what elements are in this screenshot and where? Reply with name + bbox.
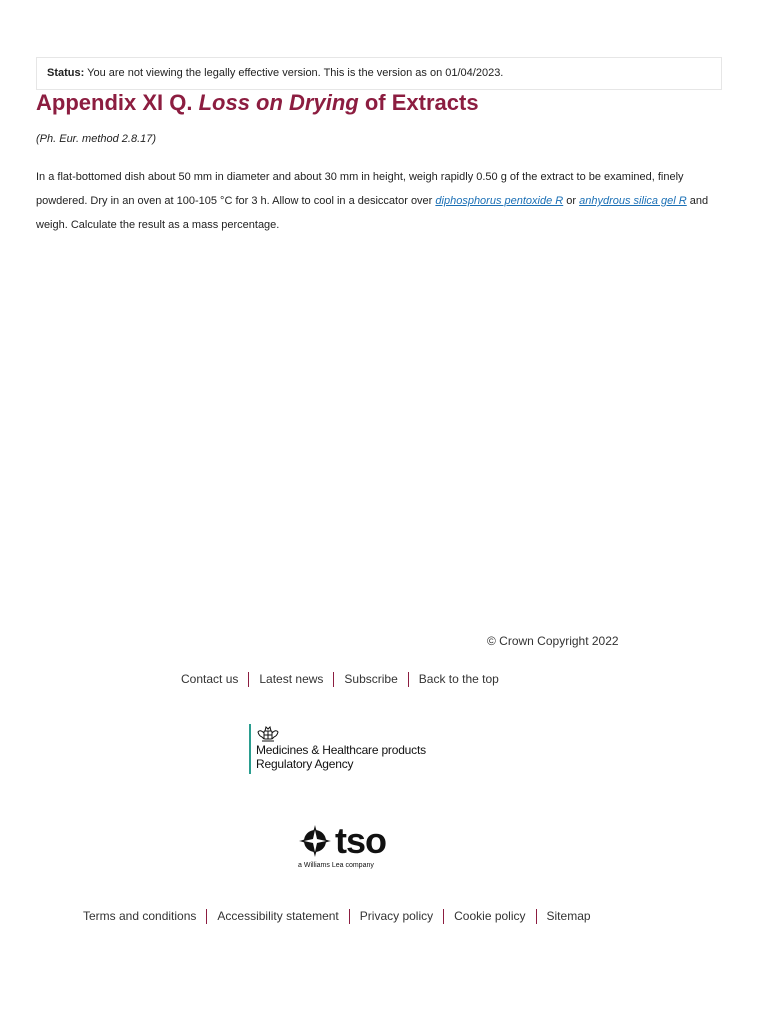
legal-nav bbox=[83, 907, 591, 925]
royal-crest-icon bbox=[256, 725, 280, 743]
title-italic: Loss on Drying bbox=[198, 90, 359, 115]
contact-us-link[interactable]: Contact us bbox=[181, 672, 239, 686]
title-suffix: of Extracts bbox=[364, 90, 479, 115]
cookie-link[interactable]: Cookie policy bbox=[454, 909, 526, 923]
body-text-2: or bbox=[563, 195, 580, 207]
subscribe-link[interactable]: Subscribe bbox=[344, 672, 398, 686]
tso-wordmark: tso bbox=[335, 820, 386, 861]
tso-star-icon bbox=[298, 824, 332, 858]
mhra-name-line-1: Medicines & Healthcare products bbox=[256, 743, 426, 757]
terms-link[interactable]: Terms and conditions bbox=[83, 909, 197, 923]
body-text-3: and weigh. Calculate the result as a mass percentage. bbox=[36, 195, 709, 231]
status-label: Status: bbox=[47, 67, 85, 79]
sitemap-link[interactable]: Sitemap bbox=[546, 909, 591, 923]
nav-separator bbox=[206, 909, 207, 924]
body-paragraph bbox=[36, 165, 736, 237]
accessibility-link[interactable]: Accessibility statement bbox=[217, 909, 339, 923]
tso-logo[interactable] bbox=[298, 820, 398, 870]
method-reference: (Ph. Eur. method 2.8.17) bbox=[36, 133, 157, 145]
footer-nav bbox=[181, 670, 499, 688]
mhra-name-line-2: Regulatory Agency bbox=[256, 757, 354, 771]
page-title bbox=[36, 88, 479, 118]
tso-tagline: a Williams Lea company bbox=[298, 862, 374, 869]
privacy-link[interactable]: Privacy policy bbox=[359, 909, 434, 923]
status-text: You are not viewing the legally effective version. This is the version as on 01/04/2023. bbox=[87, 67, 504, 79]
nav-separator bbox=[333, 672, 334, 687]
nav-separator bbox=[536, 909, 537, 924]
nav-separator bbox=[349, 909, 350, 924]
copyright-notice: © Crown Copyright 2022 bbox=[487, 634, 619, 648]
status-banner bbox=[36, 57, 722, 90]
nav-separator bbox=[408, 672, 409, 687]
latest-news-link[interactable]: Latest news bbox=[259, 672, 324, 686]
nav-separator bbox=[443, 909, 444, 924]
body-text-1: In a flat-bottomed dish about 50 mm in diameter and about 30 mm in height, weigh rapidly 0.50 g of the extract to be examined, finely powdered. Dry in an oven at 100-105 °C for 3 h. Allow to cool in a desiccator over bbox=[36, 171, 684, 207]
diphosphorus-pentoxide-link[interactable]: diphosphorus pentoxide R bbox=[435, 195, 564, 207]
anhydrous-silica-gel-link[interactable]: anhydrous silica gel R bbox=[579, 195, 687, 207]
nav-separator bbox=[248, 672, 249, 687]
title-prefix: Appendix XI Q. bbox=[36, 90, 193, 115]
mhra-logo[interactable] bbox=[249, 724, 426, 774]
back-to-top-link[interactable]: Back to the top bbox=[418, 672, 499, 686]
